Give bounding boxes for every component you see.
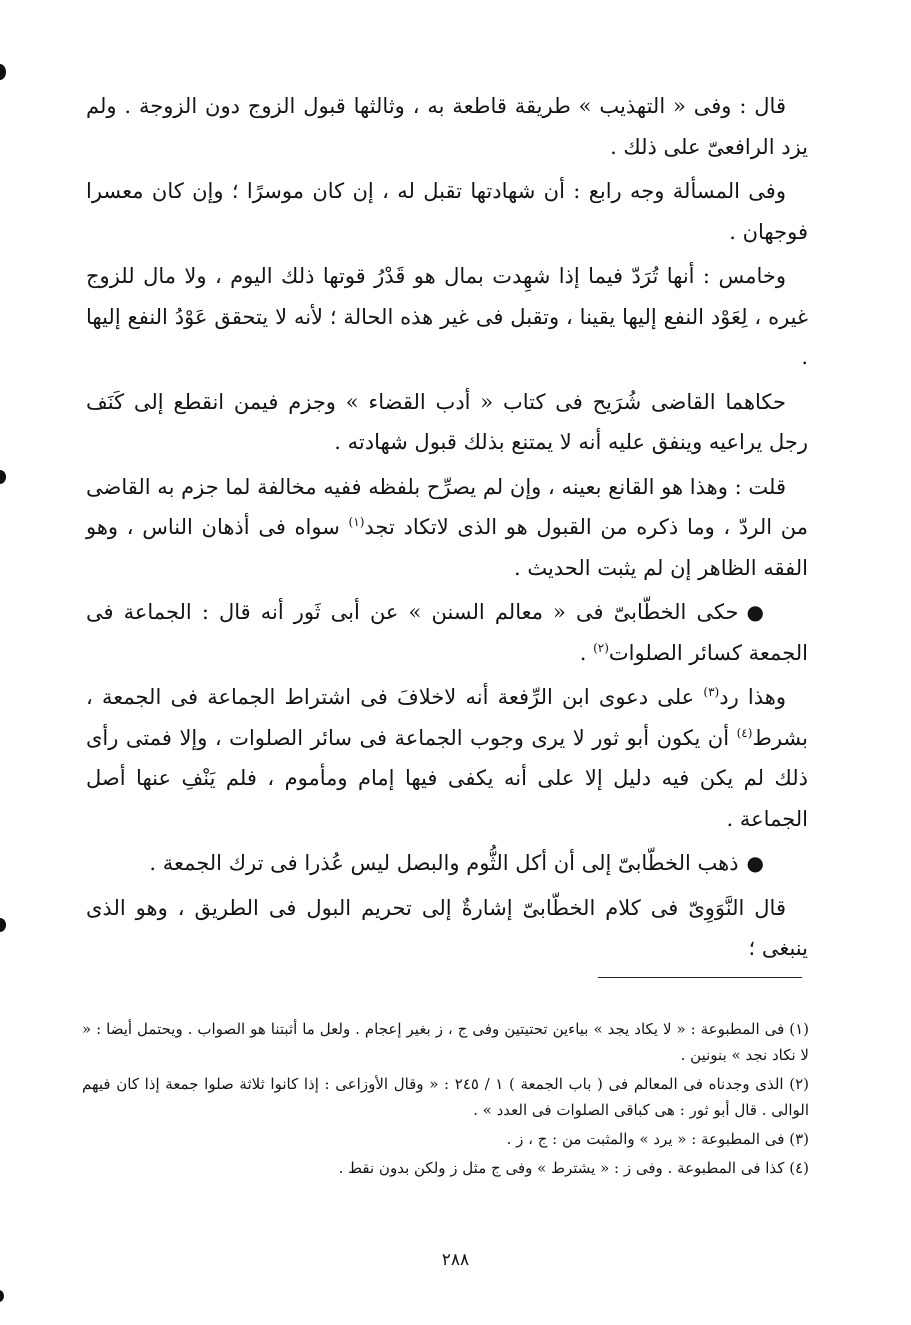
- margin-mark-top: [0, 64, 6, 80]
- footnote-3: (٣) فى المطبوعة : « يرد » والمثبت من : ج ، ز .: [506, 1130, 809, 1148]
- paragraph-6: [86, 592, 808, 673]
- paragraph-1: [86, 86, 808, 167]
- paragraph-text: وخامس : أنها تُرَدّ فيما إذا شهِدت بمال هو قَدْرُ قوتها ذلك اليوم ، ولا مال للزوج غيره ، لِعَوْد النفع إليها يقينا ، وتقبل فى غير هذه الحالة ؛ لأنه لا يتحقق عَوْدُ النفع إليها .: [86, 264, 808, 369]
- footnote-1: (١) فى المطبوعة : « لا يكاد يجد » بياءين تحتيتين وفى ج ، ز بغير إعجام . ولعل ما أثبتنا هو الصواب . ويحتمل أيضا : « لا نكاد نجد » بنونين .: [82, 1020, 809, 1064]
- paragraph-text: قال النَّوَوِىّ فى كلام الخطّابىّ إشارةٌ إلى تحريم البول فى الطريق ، وهو الذى ينبغى ؛: [86, 895, 808, 960]
- paragraph-text: على دعوى ابن الرِّفعة أنه لاخلافَ فى اشتراط الجماعة فى الجمعة ، بشرط: [86, 685, 808, 750]
- paragraph-text: ذهب الخطّابىّ إلى أن أكل الثُّوم والبصل ليس عُذرا فى ترك الجمعة .: [149, 851, 739, 875]
- footnote-ref-4[interactable]: (٤): [736, 725, 753, 740]
- paragraph-4: [86, 382, 808, 463]
- main-text: [86, 86, 808, 973]
- paragraph-2: [86, 171, 808, 252]
- paragraph-text: وفى المسألة وجه رابع : أن شهادتها تقبل له ، إن كان موسرًا ؛ وإن كان معسرا فوجهان .: [86, 179, 808, 244]
- paragraph-text: سواه فى أذهان الناس ، وهو الفقه الظاهر إن لم يثبت الحديث .: [86, 515, 808, 580]
- footnote-2: (٢) الذى وجدناه فى المعالم فى ( باب الجمعة ) ١ / ٢٤٥ : « وقال الأوزاعى : إذا كانوا ثلاثة صلوا جمعة إذا كان فيهم الوالى . قال أبو ثور : هى كباقى الصلوات فى العدد » .: [82, 1075, 810, 1119]
- footnote-ref-1[interactable]: (١): [348, 515, 365, 529]
- bullet-icon: ●: [746, 600, 764, 624]
- footnote-ref-3[interactable]: (٣): [703, 685, 720, 699]
- margin-mark-bottom: [0, 1290, 4, 1302]
- bullet-icon: ●: [746, 851, 764, 875]
- margin-mark-middle: [0, 470, 6, 484]
- footnote-ref-2[interactable]: (٢): [593, 640, 609, 655]
- paragraph-text: .: [579, 640, 594, 665]
- paragraph-3: [86, 256, 808, 378]
- footnote-4: (٤) كذا فى المطبوعة . وفى ز : « يشترط » وفى ج مثل ز ولكن بدون نقط .: [338, 1159, 809, 1177]
- footnotes: [82, 1016, 809, 1184]
- paragraph-text: وهذا رد: [719, 685, 786, 709]
- paragraph-7: [86, 677, 808, 839]
- paragraph-8: [86, 843, 808, 884]
- paragraph-9: [86, 888, 808, 969]
- margin-mark-lower: [0, 918, 6, 932]
- footnote-separator: [598, 977, 802, 978]
- paragraph-text: حكى الخطّابىّ فى « معالم السنن » عن أبى ثَور أنه قال : الجماعة فى الجمعة كسائر الصلوات: [86, 600, 808, 665]
- paragraph-text: قال : وفى « التهذيب » طريقة قاطعة به ، وثالثها قبول الزوج دون الزوجة . ولم يزد الرافعىّ على ذلك .: [86, 94, 808, 159]
- paragraph-text: قلت : وهذا هو القانع بعينه ، وإن لم يصرِّح بلفظه ففيه مخالفة لما جزم به القاضى من الردّ ، وما ذكره من القبول هو الذى لاتكاد تجد: [86, 474, 809, 539]
- paragraph-text: حكاهما القاضى شُرَيح فى كتاب « أدب القضاء » وجزم فيمن انقطع إلى كَنَف رجل يراعيه وينفق عليه أنه لا يمتنع بذلك قبول شهادته .: [86, 389, 808, 454]
- paragraph-5: [86, 467, 808, 589]
- page-number: ٢٨٨: [441, 1250, 470, 1270]
- paragraph-text: أن يكون أبو ثور لا يرى وجوب الجماعة فى سائر الصلوات ، وإلا فمتى رأى ذلك لم يكن فيه دليل إلا على أنه يكفى فيها إمام ومأموم ، فلم يَنْفِ عنها أصل الجماعة .: [86, 725, 808, 831]
